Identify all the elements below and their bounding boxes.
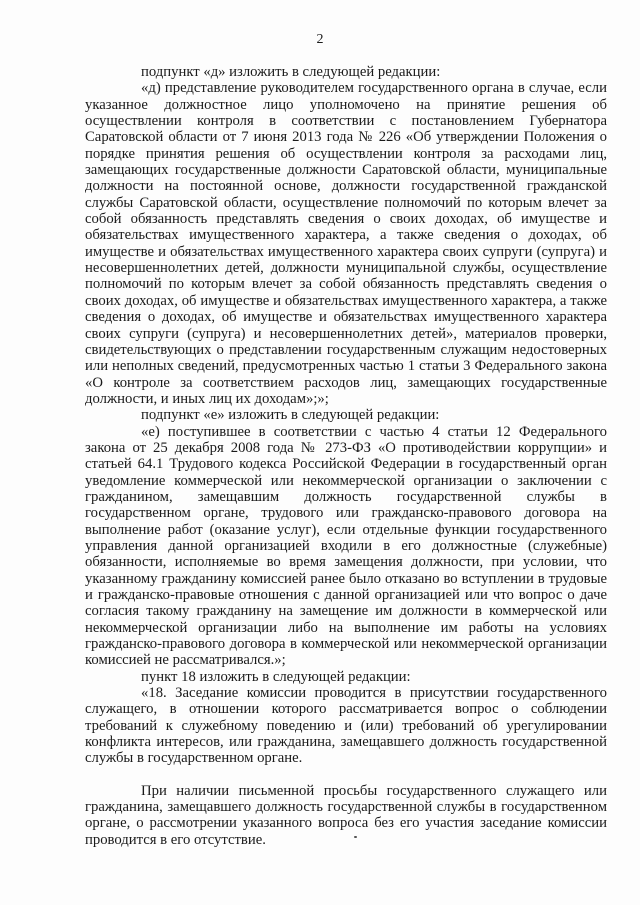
paragraph-subpoint-d-heading: подпункт «д» изложить в следующей редакции: <box>141 64 441 80</box>
paragraph-point-18-heading: пункт 18 изложить в следующей редакции: <box>141 668 411 685</box>
document-body <box>85 64 607 848</box>
paragraph-written-request: При наличии письменной просьбы государственного служащего или гражданина, замещавшего должность государственной службы в государственном органе, о рассмотрении указанного вопроса без его участия заседание комиссии проводится в его отсутствие. <box>85 782 607 848</box>
scan-speck <box>354 836 357 838</box>
paragraph-subpoint-d-text: «д) представление руководителем государственного органа в случае, если указанное должностное лицо уполномочено на принятие решения об осуществлении контроля в соответствии с постановлением Губернатора Саратовской области от 7 июня 2013 года № 226 «Об утверждении Положения о порядке принятия решения об осуществлении контроля за расходами лиц, замещающих государственные должности Саратовской области, муниципальные должности на постоянной основе, должности государственной гражданской службы Саратовской области, осуществление полномочий по которым влечет за собой обязанность представлять сведения о своих доходах, об имуществе и обязательствах имущественного характера, а также сведения о доходах, об имуществе и обязательствах имущественного характера своих супруги (супруга) и несовершеннолетних детей, должности муниципальной службы, осуществление полномочий по которым влечет за собой обязанность представлять сведения о своих доходах, об имуществе и обязательствах имущественного характера, а также сведения о доходах, об имуществе и обязательствах имущественного характера своих супруги (супруга) и несовершеннолетних детей», материалов проверки, свидетельствующих о представлении государственным служащим недостоверных или неполных сведений, предусмотренных частью 1 статьи 3 Федерального закона «О контроле за соответствием расходов лиц, замещающих государственные должности, и иных лиц их доходам»;»; <box>85 80 607 407</box>
page-number: 2 <box>316 32 324 47</box>
paragraph-subpoint-e-text: «е) поступившее в соответствии с частью 4 статьи 12 Федерального закона от 25 декабря 2008 года № 273-ФЗ «О противодействии коррупции» и статьей 64.1 Трудового кодекса Российской Федерации в государственный орган уведомление коммерческой или некоммерческой организации о заключении с гражданином, замещавшим должность государственной службы в государственном органе, трудового или гражданско-правового договора на выполнение работ (оказание услуг), если отдельные функции государственного управления данной организацией входили в его должностные (служебные) обязанности, исполняемые во время замещения должности, при условии, что указанному гражданину комиссией ранее было отказано во вступлении в трудовые и гражданско-правовые отношения с данной организацией или что вопрос о даче согласия такому гражданину на замещение им должности в коммерческой или некоммерческой организации либо на выполнение им работы на условиях гражданско-правового договора в коммерческой или некоммерческой организации комиссией не рассматривался.»; <box>85 423 607 669</box>
paragraph-point-18-text: «18. Заседание комиссии проводится в присутствии государственного служащего, в отношении которого рассматривается вопрос о соблюдении требований к служебному поведению и (или) требований об урегулировании конфликта интересов, или гражданина, замещавшего должность государственной службы в государственном органе. <box>85 685 607 767</box>
paragraph-subpoint-e-heading: подпункт «е» изложить в следующей редакции: <box>141 407 440 424</box>
